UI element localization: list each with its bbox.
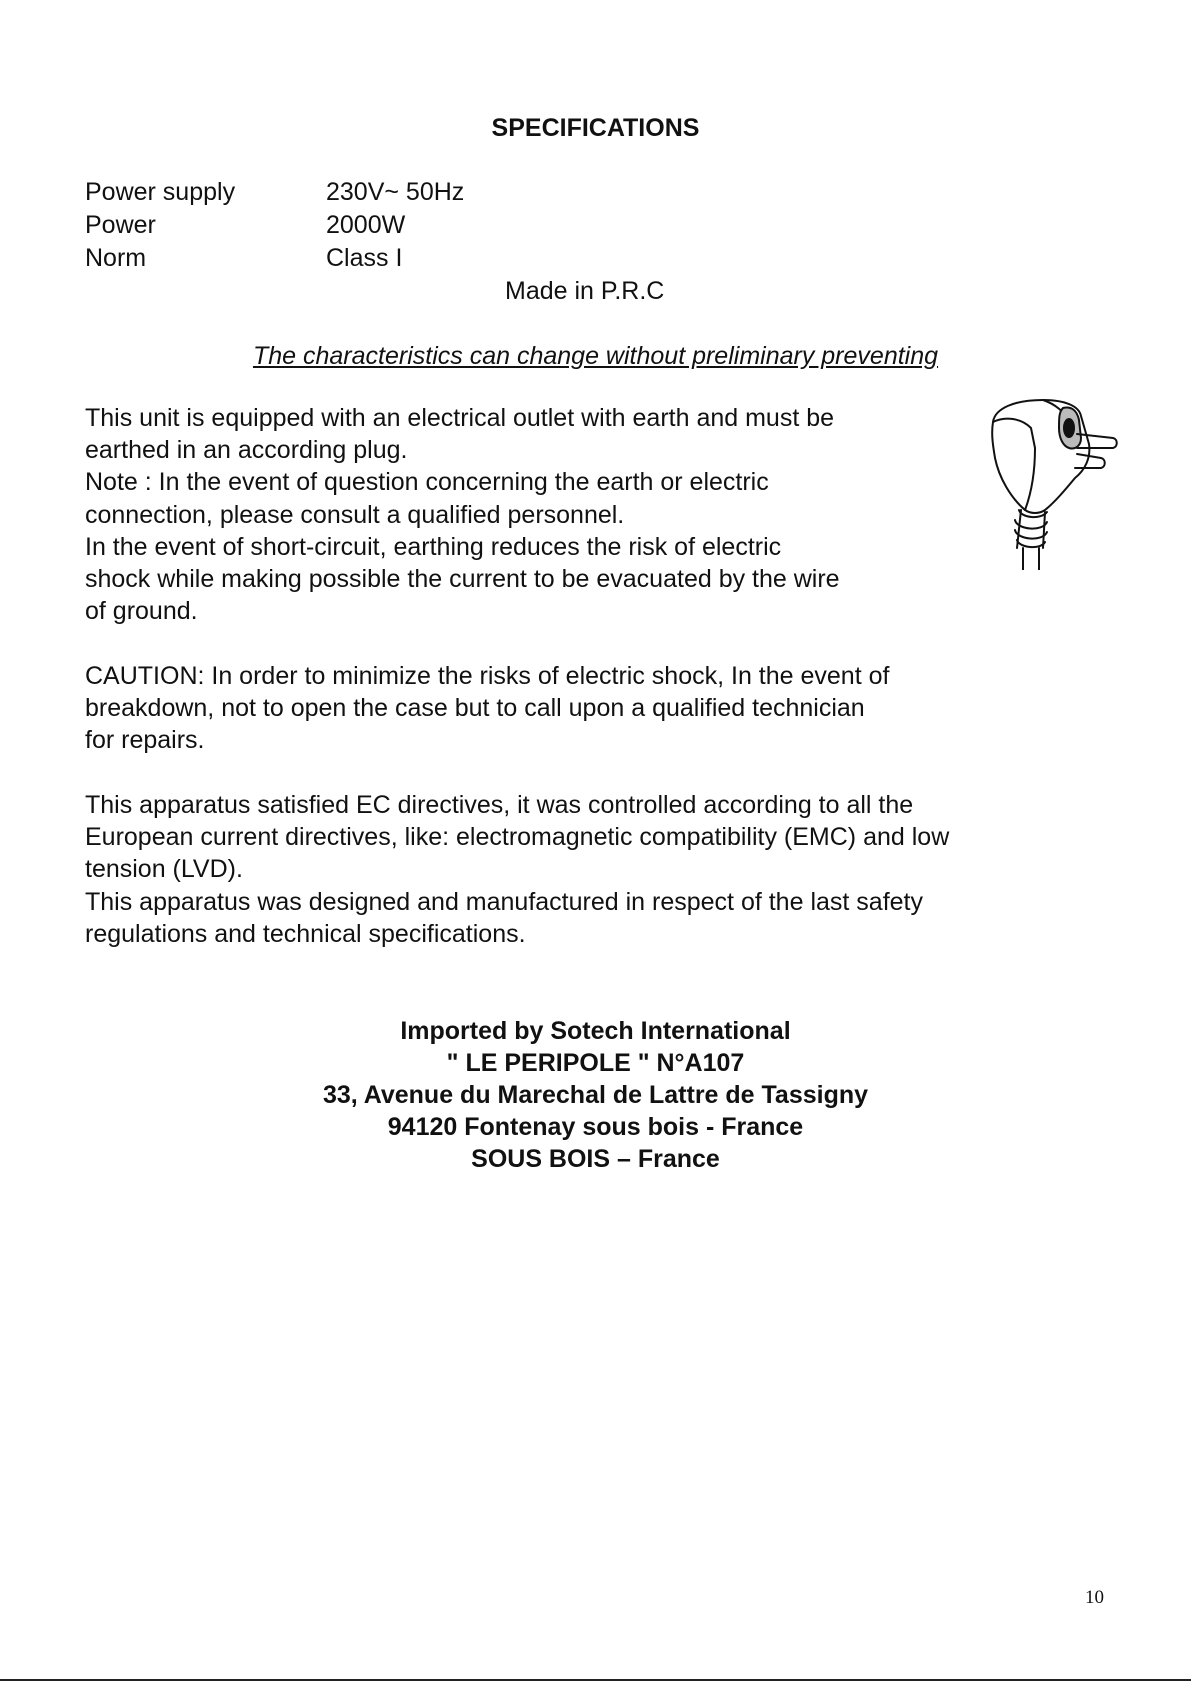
earth-paragraph-line: connection, please consult a qualified personnel. — [85, 500, 625, 529]
ec-paragraph-line: This apparatus satisfied EC directives, it was controlled according to all the — [85, 791, 914, 819]
caution-paragraph-line: CAUTION: In order to minimize the risks of electric shock, In the event of — [85, 662, 890, 690]
importer-line: 33, Avenue du Marechal de Lattre de Tassigny — [322, 1081, 869, 1109]
spec-value-power-supply: 230V~ 50Hz — [326, 178, 465, 206]
earth-paragraph-line: of ground. — [85, 597, 198, 626]
ec-directives-paragraph — [85, 789, 949, 950]
page-title: SPECIFICATIONS — [491, 114, 700, 142]
disclaimer-text: The characteristics can change without preliminary preventing — [252, 342, 939, 370]
spec-label-power: Power — [85, 211, 156, 239]
ec-paragraph-line: This apparatus was designed and manufactured in respect of the last safety — [85, 887, 923, 916]
ec-paragraph-line: regulations and technical specifications. — [85, 919, 526, 948]
importer-line: Imported by Sotech International — [400, 1017, 791, 1045]
spec-label-norm: Norm — [85, 244, 147, 272]
made-in-text: Made in P.R.C — [505, 277, 665, 305]
page-number: 10 — [1085, 1587, 1104, 1608]
ec-paragraph-line: European current directives, like: electromagnetic compatibility (EMC) and low — [85, 823, 950, 852]
earth-paragraph-line: In the event of short-circuit, earthing reduces the risk of electric — [85, 532, 782, 561]
earth-paragraph-line: earthed in an according plug. — [85, 436, 408, 465]
importer-line: 94120 Fontenay sous bois - France — [387, 1113, 804, 1141]
ec-paragraph-line: tension (LVD). — [85, 855, 243, 884]
importer-address — [0, 1015, 1191, 1175]
spec-label-power-supply: Power supply — [85, 178, 236, 206]
caution-paragraph — [85, 660, 889, 757]
earthed-plug-icon — [985, 398, 1125, 570]
caution-paragraph-line: for repairs. — [85, 726, 205, 755]
earth-paragraph-line: shock while making possible the current to be evacuated by the wire — [85, 565, 840, 594]
spec-value-power: 2000W — [326, 211, 406, 239]
earth-paragraph-line: This unit is equipped with an electrical outlet with earth and must be — [85, 404, 835, 432]
earth-paragraph — [85, 402, 840, 627]
importer-line: SOUS BOIS – France — [471, 1145, 720, 1173]
caution-paragraph-line: breakdown, not to open the case but to call upon a qualified technician — [85, 694, 865, 723]
importer-line: " LE PERIPOLE " N°A107 — [446, 1049, 745, 1077]
spec-value-norm: Class I — [326, 244, 403, 272]
page-bottom-rule — [0, 1679, 1191, 1681]
earth-paragraph-line: Note : In the event of question concerning the earth or electric — [85, 468, 769, 497]
